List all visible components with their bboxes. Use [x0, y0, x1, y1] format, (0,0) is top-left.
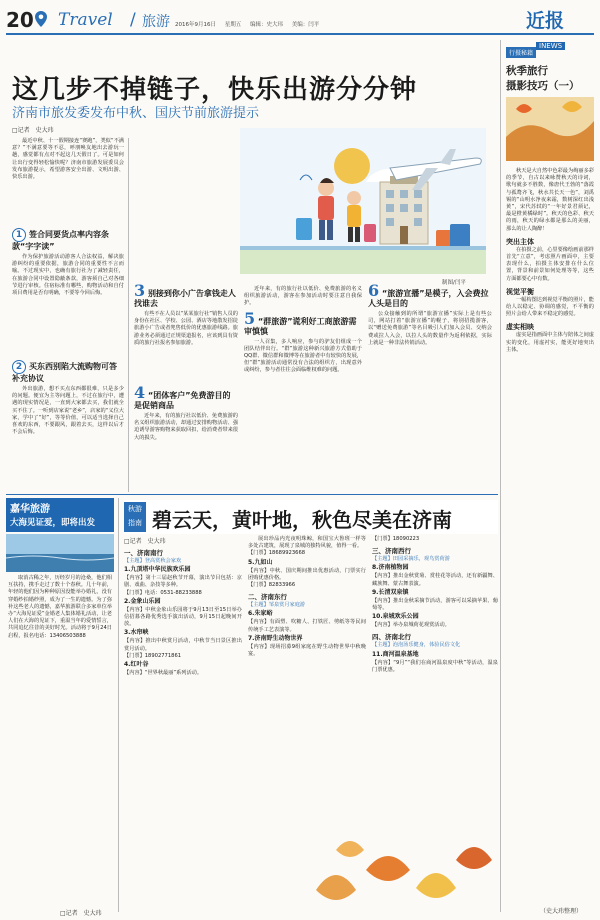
- newspaper-logo: [526, 6, 592, 50]
- column-divider: [128, 138, 129, 492]
- header-rule: [6, 33, 594, 35]
- autumn-lead: 展出珍品内光夜明珠鲸，和国宝大鲁班一样等多处古建筑，展现了泉城的独特风貌，值得一看。: [248, 536, 366, 550]
- section-title-en: Travel: [58, 10, 113, 30]
- section-3-number: 3: [134, 281, 146, 300]
- right-subsection-3: 虚实相映: [506, 323, 534, 332]
- section-6-title: “旅游宣播”是模子，入会费拉人头是目的: [368, 289, 489, 308]
- travel-illustration: [240, 128, 486, 274]
- section-4-number: 4: [134, 383, 146, 402]
- right-intro: 秋天是大自然中色彩最为绚丽多彩的季节，自古以来咏赞秋天的诗词，歌句就多不胜数，像唐代王勃的“落霞与孤鹜齐飞，秋水共长天一色”，刘禹锡的“山明水净夜来霜，数树深红出浅黄”，宋代苏轼的“一年好景君须记，最是橙黄橘绿时”。秋天的色彩、秋天的雨，秋天的绿水都是那么的美丽，那么的让人陶醉！: [506, 168, 594, 232]
- issue-meta: [175, 20, 326, 28]
- region-2-route: 【主题】邹泉赏月家庭游: [248, 602, 306, 609]
- issue-editor: 编辑：史大玮: [250, 22, 284, 28]
- region-3-item-1-desc: 【内容】推出金秋赏菊、赏桂花等活动，还有新疆舞、藏族舞、蒙古舞表演。: [372, 573, 498, 587]
- region-1-item-2: 2.金象山乐园: [124, 597, 161, 605]
- right-headline-2: 摄影技巧（一）: [506, 80, 580, 92]
- region-1-phone-4: 【门票】82833966: [248, 582, 296, 589]
- region-1-item-5-desc: 【内容】中秋、国庆期间推出优惠活动，门票实行团购优惠价格。: [248, 567, 366, 581]
- main-headline: 这几步不掉链子，快乐出游分分钟: [12, 75, 418, 105]
- autumn-leaves-illustration: [296, 830, 498, 914]
- region-2-item-1-desc: 【内容】有面塑、吹糖人、打铁匠、剪纸等等民间传统手工艺表演等。: [248, 619, 366, 633]
- section-6-body: 公众接触到的所谓“旅游宣播”实际上是有些公司，网站打着“旅游宣播”的幌子，将别招揽游客，以“赠送免费旅游”等名目吸引人们加入会员、交纳会费或拉人入会，以拉人头的数量作为返利依据，实际上就是一种非法传销活动。: [368, 311, 492, 346]
- region-1-item-4: 4.红叶谷: [124, 661, 149, 669]
- region-4-route: 【主题】泡泡汤乐健身，体验民俗文化: [372, 642, 461, 649]
- region-1-item-2-desc: 【内容】中秋金象山乐园将于9月13日至15日举办信招募各路优秀选手演出活动，9月15日起晚间开放。: [124, 606, 242, 628]
- region-3-item-1: 8.济南植物园: [372, 564, 409, 572]
- right-subsection-2: 视觉平衡: [506, 287, 534, 296]
- section-5-title: “群旅游”谎利好工商旅游需审慎慎: [244, 316, 357, 336]
- jiahua-banner: [6, 498, 114, 532]
- region-3-item-3: 10.泉城欢乐公园: [372, 613, 419, 621]
- section-3-title: 别接到你小广告拿钱走人找谁去: [134, 289, 236, 308]
- section-5-number: 5: [244, 308, 256, 328]
- region-1-item-1-desc: 【内容】第十三届赵秋节开幕，演出节目包括：京剧、戏曲、杂技等多种。: [124, 575, 242, 589]
- right-column-divider: [500, 40, 501, 912]
- right-signature: （史大玮整理）: [540, 908, 583, 915]
- issue-weekday: 星期五: [224, 22, 242, 28]
- region-1-phone-5: 【门票】18090223: [372, 536, 420, 542]
- column-divider-2: [118, 498, 119, 912]
- region-4-item-1-desc: 【内容】“9月”“我们在商河温泉度中秋”等活动，温泉门票优惠。: [372, 659, 498, 673]
- section-1-number: 1: [12, 228, 26, 242]
- section-5: [244, 286, 362, 375]
- logo-cn: 近报: [526, 10, 565, 32]
- jiahua-title: 嘉华旅游: [10, 504, 50, 515]
- section-title-cn: 旅游: [142, 14, 170, 30]
- region-1-phone-2: 【门票】18902771861: [124, 652, 182, 659]
- region-2-item-2: 7.济南野生动物世界: [248, 634, 303, 642]
- main-byline: □记者 史大玮: [12, 127, 54, 134]
- section-1-body: 作为保护旅游活动游客人合法权益，解决旅游纠纷的重要依据，旅游合同的重要性不言而喻。不过现实中，也确有旅行社为了减轻责任，在旅游合同中设置隐蔽条款，游客须自己对各细节进行审核。住宿标准有哪些，购物活动和自付项目费用是否有明确，不要等今回后悔。: [12, 254, 124, 297]
- section-4-continued: 近年来，有的旅行社以低价、免费旅游的名义组织旅游活动，游客在参加活动时要注意自我保护。: [244, 286, 362, 307]
- region-1-item-3-desc: 【内容】推出中秋赏月活动，中秋节当日景区推出赏月活动。: [124, 638, 242, 652]
- region-1-name: 一、济南南行: [124, 549, 163, 557]
- right-subsection-1: 突出主体: [506, 237, 534, 246]
- section-3-body: 有些不在人员以“某某旅行社”销售人员的身份在社区、学校、公园、酒店等地散发招徒旅游小广告或者兜售低价的优惠旅游线路。旅游业务必须通过正规渠道报名，应该到具有资质的旅行社报名参加旅游。: [134, 311, 238, 346]
- logo-en: INEWS: [536, 42, 565, 50]
- right-body-3: 虚实是指画面中主体与陪体之间虚实的变化，用虚衬实，能更好地突出主体。: [506, 332, 594, 353]
- issue-designer: 美编：闫平: [291, 22, 320, 28]
- region-3-name: 三、济南西行: [372, 547, 411, 556]
- region-1-item-3: 3.水帘峡: [124, 629, 149, 637]
- section-2-body: 外出旅游，想不买点东西都很难，只是多少的问题。便宜为主等问题上，不过在旅行中，遭遇的现实情况是，一直到大家都去买，我们就全买不住了。一听到店家说“老乡”，店家的“义位大家，学中了“好”，等等价值，可以适当选择自己喜欢的东西，不要跟风，跟着去买，这样以后才不会后悔。: [12, 386, 124, 436]
- region-3-route: 【主题】田园采摘乐，观鸟赏荷游: [372, 556, 450, 563]
- section-3: [134, 281, 238, 347]
- region-1-phone-1: 【门票】电话：0531-88233888: [124, 589, 202, 596]
- region-3-item-2-desc: 【内容】推出金秋采摘节活动，游客可以采摘苹果、葡萄等。: [372, 597, 498, 612]
- region-1-item-5: 5.九如山: [248, 558, 273, 566]
- right-body-1: 在拍摄之前，心里要像绘画前那样首先“立意”，考虑照片画面中，主要表现什么，拍摄主体安排在什么位置，背景和前景如何处理等等，这些方面都要心中有数。: [506, 246, 594, 282]
- column-tag: 行摄秘籍: [506, 47, 536, 58]
- page-number: 20: [6, 8, 34, 32]
- autumn-byline: □记者 史大玮: [124, 538, 166, 545]
- section-2-title: 买东西别陷大流购物可答补充协议: [12, 362, 117, 383]
- region-1-item-1: 1.九顶塔中华民族欢乐园: [124, 566, 191, 574]
- hero-caption: 制图/闫平: [442, 280, 466, 286]
- section-4-body: 近年来，有的旅行社以低价、免费旅游的名义组织旅游活动，却通过安排购物活动、强迫诱导游客购物来获取回扣，给消费者带来很大的损失。: [134, 413, 238, 441]
- jiahua-body: 取消古稀之年，历经岁月的沧桑，他们相互扶持，携手走过了数十个春秋。几十年前，年轻的他们因为种种原因没能举办婚礼，没有穿婚纱拍婚纱照，成为了一生的遗憾。为了弥补这些老人的遗憾，嘉华旅游联合多家单位举办“大海见证爱”金婚老人集体婚礼活动，让老人们在大海的见证下，重温当年的爱情誓言，共同追忆往昔的美好时光。活动将于9月24日启程，报名电话：13406503888: [8, 575, 112, 639]
- section-1-title: 签合同要货点率内容条款“字字读”: [12, 230, 109, 251]
- region-1-route: 【主题】登高赏秋会家欢: [124, 558, 182, 564]
- autumn-photo: [506, 97, 594, 161]
- autumn-col-3: [372, 536, 498, 674]
- region-2-name: 二、济南东行: [248, 593, 287, 602]
- region-3-item-2: 9.长清双泉镇: [372, 588, 409, 596]
- autumn-headline: 碧云天，黄叶地，秋色尽美在济南: [152, 508, 452, 532]
- section-4-title: “团体客户”免费游目的是促销商品: [134, 391, 231, 410]
- section-2: [12, 360, 124, 436]
- region-4-name: 四、济南北行: [372, 633, 411, 642]
- region-4-item-1: 11.商河温泉基地: [372, 650, 419, 658]
- section-6-number: 6: [368, 281, 380, 300]
- main-lead: 最近中秋、十一假期接连“赛跑”，类似“不满意？”不满意要等不忍，呼朋唤友地出去游玩一趟，感觉都有点对不起这几天假日了。可是如何让出行变得轻松愉快呢？济南市旅游发展委员会发布旅游提示，希望游客安全出游、文明出游、快乐出游。: [12, 138, 124, 181]
- autumn-col-1: [124, 548, 242, 677]
- issue-date: 2016年9月16日: [175, 22, 216, 28]
- right-body-2: 一幅构图达到视觉平衡的照片，能给人以稳定、协调的感觉，不平衡的照片会给人带来不稳定的感觉。: [506, 296, 594, 318]
- region-2-item-1: 6.朱家峪: [248, 610, 273, 618]
- region-2-item-2-desc: 【内容】现场招募9组家庭在野生动物世界中秋晚宴。: [248, 643, 366, 658]
- seaside-photo: [6, 534, 114, 572]
- region-3-item-3-desc: 【内容】举办泉城荷花观赏活动。: [372, 622, 450, 629]
- main-subhead: 济南市旅发委发布中秋、国庆节前旅游提示: [12, 106, 260, 121]
- autumn-tag-1: 秋游: [128, 505, 142, 513]
- autumn-tag: [124, 502, 146, 532]
- jiahua-subtitle: 大海见证爱，即将出发: [10, 518, 96, 528]
- autumn-col-2: [248, 536, 366, 658]
- autumn-header: [124, 500, 498, 534]
- section-5-body: 一人召集，多人响应，参与的驴友们组成一个团队结伴出行。“群”旅游这种新兴旅游方式借助于QQ群、微信群和微博等在旅游者中有较快的发展，但“群”旅游活动通常没有合法的组织方，出现意外或纠纷，参与者往往会面临维权难的问题。: [244, 338, 362, 374]
- region-1-item-4-desc: 【内容】“世界秋最丽”系列活动。: [124, 670, 203, 677]
- section-rule: [6, 494, 498, 495]
- section-1: [12, 228, 124, 297]
- right-column: [506, 40, 594, 354]
- section-4: [134, 383, 238, 442]
- right-headline-1: 秋季旅行: [506, 65, 548, 77]
- jiahua-signature: □记者 史大玮: [60, 910, 102, 917]
- section-2-number: 2: [12, 360, 26, 374]
- location-pin-icon: [34, 10, 48, 28]
- autumn-tag-2: 指南: [128, 519, 142, 527]
- region-1-phone-3: 【门票】18689923668: [248, 550, 306, 557]
- section-divider: /: [130, 10, 136, 30]
